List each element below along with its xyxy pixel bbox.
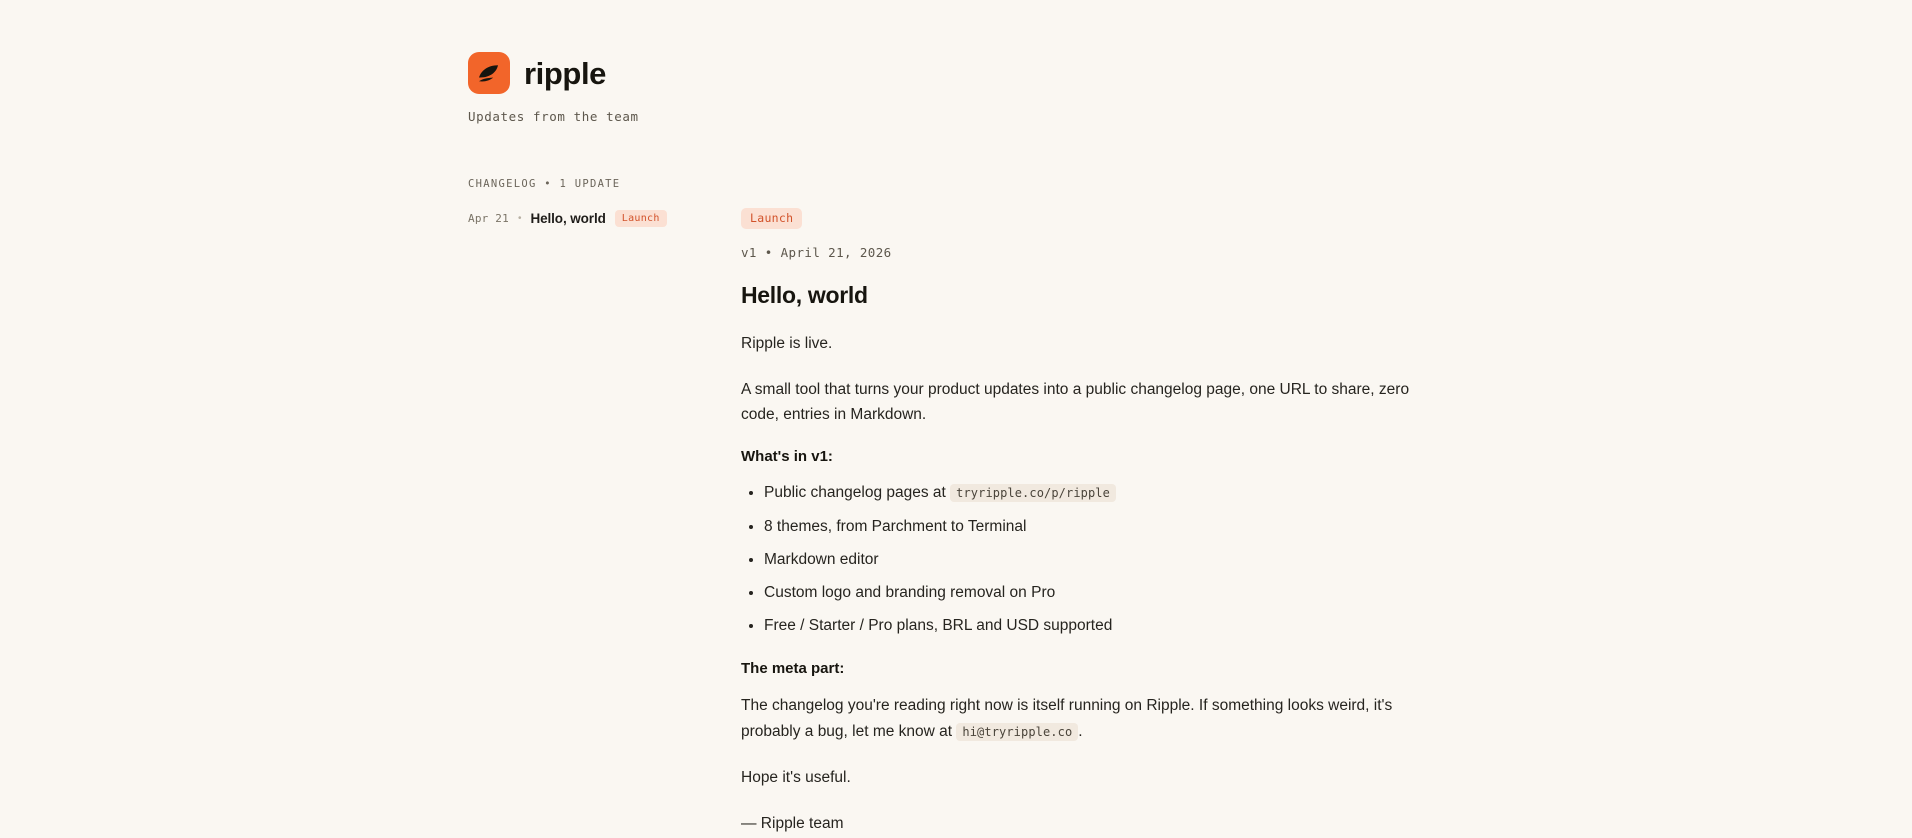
ripple-wave-logo-icon bbox=[468, 52, 510, 94]
features-heading: What's in v1: bbox=[741, 448, 833, 466]
feature-code: tryripple.co/p/ripple bbox=[950, 484, 1116, 502]
list-item bbox=[764, 481, 1413, 505]
changelog-entry bbox=[741, 208, 1413, 838]
brand-name: ripple bbox=[524, 55, 607, 91]
brand[interactable] bbox=[468, 52, 1028, 94]
feature-text: 8 themes, from Parchment to Terminal bbox=[764, 517, 1027, 535]
brand-tagline: Updates from the team bbox=[468, 109, 639, 124]
closing-line: Hope it's useful. bbox=[741, 768, 851, 786]
list-item[interactable] bbox=[468, 210, 718, 227]
index-heading: CHANGELOG • 1 UPDATE bbox=[468, 178, 621, 190]
entry-intro: A small tool that turns your product updates into a public changelog page, one URL to share, zero code, entries in Markdown. bbox=[741, 380, 1410, 424]
signature: — Ripple team bbox=[741, 815, 844, 832]
status-badge: Launch bbox=[741, 208, 802, 229]
feature-text: Free / Starter / Pro plans, BRL and USD supported bbox=[764, 617, 1113, 635]
meta-paragraph bbox=[741, 693, 1413, 744]
entry-body bbox=[741, 331, 1413, 837]
meta-text-after: . bbox=[1078, 722, 1083, 740]
list-item bbox=[764, 581, 1413, 605]
index-item-separator: • bbox=[517, 212, 522, 224]
changelog-index bbox=[468, 178, 718, 227]
feature-text: Public changelog pages at bbox=[764, 484, 951, 502]
list-item bbox=[764, 614, 1413, 638]
meta-heading: The meta part: bbox=[741, 660, 845, 678]
masthead bbox=[468, 52, 1028, 124]
meta-text-before: The changelog you're reading right now is itself running on Ripple. If something looks weird, it's probably a bug, let me know at bbox=[741, 697, 1393, 740]
index-item-title: Hello, world bbox=[530, 211, 606, 226]
features-list bbox=[741, 481, 1413, 638]
page-title: Hello, world bbox=[741, 281, 868, 308]
index-list bbox=[468, 210, 718, 227]
index-item-tag: Launch bbox=[615, 210, 667, 227]
feature-text: Markdown editor bbox=[764, 550, 879, 568]
list-item bbox=[764, 515, 1413, 539]
entry-lede: Ripple is live. bbox=[741, 334, 833, 352]
contact-email-code[interactable]: hi@tryripple.co bbox=[956, 723, 1078, 741]
index-item-date: Apr 21 bbox=[468, 212, 509, 225]
list-item bbox=[764, 548, 1413, 572]
feature-text: Custom logo and branding removal on Pro bbox=[764, 583, 1056, 601]
entry-meta: v1 • April 21, 2026 bbox=[741, 244, 892, 260]
